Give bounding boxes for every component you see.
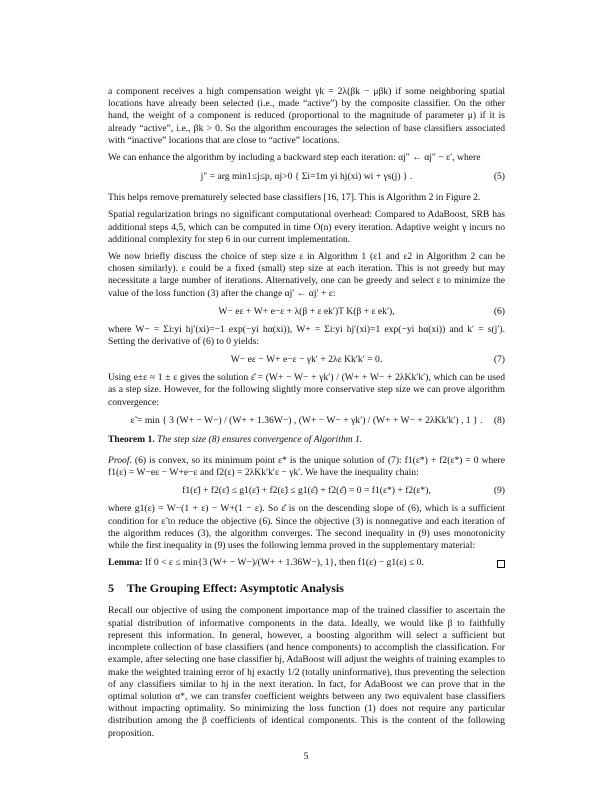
section-title: The Grouping Effect: Asymptotic Analysis xyxy=(126,581,344,596)
equation-7 xyxy=(108,353,505,367)
proof-paragraph xyxy=(108,455,505,479)
lemma-label: Lemma: xyxy=(108,557,143,569)
equation-8 xyxy=(108,414,505,428)
text-column xyxy=(108,86,505,745)
paragraph-convergence-argument: where g1(ε) = W−(1 + ε) − W+(1 − ε). So ε̂ is on the descending slope of (6), which is a sufficient condition for ε̃ to reduce the objective (6). Since the objective (3) is nonnegative and each iteration of the algorithm reduces (3), the algorithm converges. The second inequality in (9) uses monotonicity while the first inequality in (9) uses the following lemma proved in the supplementary material: xyxy=(108,503,505,552)
paragraph-backward-step: We can enhance the algorithm by including a backward step each iteration: αj″ ← αj″ − ε′, where xyxy=(108,152,481,164)
equation-8-body: ε̃ = min { 3 (W+ − W−) / (W+ + 1.36W−) , (W+ − W− + γk′) / (W+ + W− + 2λKk′k′) , 1 } . xyxy=(130,414,483,426)
equation-8-number: (8) xyxy=(493,414,505,426)
lemma-paragraph xyxy=(108,557,505,569)
paragraph-approximate-solution: Using e±ε ≈ 1 ± ε gives the solution ε̂ = (W+ − W− + γk′) / (W+ + W− + 2λKk′k′), which can be used as a step size. However, for the following slightly more conservative step size we can prove algorithm convergence: xyxy=(108,372,505,408)
paragraph-compensation-weight: a component receives a high compensation weight γk = 2λ(βk − μβk) if some neighboring spatial locations have already been selected (i.e., made “active”) by the composite classifier. On the other hand, the weight of a component is reduced (proportional to the magnitude of parameter μ) if it is already “active”, i.e., βk > 0. So the algorithm encourages the selection of base classifiers associated with “inactive” locations that are close to “active” locations. xyxy=(108,86,505,146)
theorem-text: The step size (8) ensures convergence of Algorithm 1. xyxy=(157,433,363,445)
equation-7-body: W− eε − W+ e−ε − γk′ + 2λε Kk′k′ = 0. xyxy=(230,354,383,366)
equation-6-body: W− eε + W+ e−ε + λ(β + ε ek′)T K(β + ε ek′), xyxy=(218,305,395,317)
paragraph-prematurely-selected: This helps remove prematurely selected base classifiers [16, 17]. This is Algorithm 2 in Figure 2. xyxy=(108,192,481,204)
equation-9-body: f1(ε̃) + f2(ε̃) ≤ g1(ε̃) + f2(ε̃) ≤ g1(ε̂) + f2(ε̂) = 0 = f1(ε*) + f2(ε*), xyxy=(182,485,431,497)
theorem-1 xyxy=(108,434,505,446)
theorem-label: Theorem 1. xyxy=(108,433,155,445)
equation-6 xyxy=(108,305,505,319)
paragraph-weight-definitions: where W− = Σi:yi hj′(xi)=−1 exp(−yi hα(xi)), W+ = Σi:yi hj′(xi)=1 exp(−yi hα(xi)) and k′ = s(j′). Setting the derivative of (6) to 0 yields: xyxy=(108,323,505,348)
section-heading xyxy=(108,581,505,596)
qed-box-icon xyxy=(497,560,505,568)
section-number: 5 xyxy=(108,581,114,596)
equation-5-body: j″ = arg min1≤j≤p, αj>0 { Σi=1m yi hj(xi) wi + γs(j) } . xyxy=(200,171,413,183)
equation-7-number: (7) xyxy=(493,354,505,366)
equation-5 xyxy=(108,170,505,184)
lemma-text: If 0 < ε ≤ min{3 (W+ − W−)/(W+ + 1.36W−), 1}, then f1(ε) − g1(ε) ≤ 0. xyxy=(145,557,424,569)
proof-label: Proof. xyxy=(108,455,132,467)
paragraph-grouping-effect: Recall our objective of using the component importance map of the trained classifier to ascertain the spatial distribution of informative components in the data. Ideally, we would like β to faithfully represent this information. In general, however, a boosting algorithm will select a sufficient but incomplete collection of base classifiers (and hence components) to accomplish the classification. For example, after selecting one base classifier hj, AdaBoost will adjust the weights of training examples to make the weighted training error of hj exactly 1/2 (totally uninformative), thus preventing the selection of any classifiers similar to hj in the next iteration. In fact, for AdaBoost we can prove that in the optimal solution α*, we can transfer coefficient weights between any two equivalent base classifiers without impacting optimality. So minimizing the loss function (1) does not require any particular distribution among the β coefficients of identical components. This is the content of the following proposition. xyxy=(108,605,505,739)
equation-5-number: (5) xyxy=(493,171,505,183)
paragraph-computational-overhead: Spatial regularization brings no significant computational overhead: Compared to AdaBoost, SRB has additional steps 4,5, which can be computed in time O(n) every iteration. Adaptive weight γ incurs no additional complexity for step 6 in our current implementation. xyxy=(108,209,505,245)
equation-6-number: (6) xyxy=(493,305,505,317)
proof-text: (6) is convex, so its minimum point ε* is the unique solution of (7): f1(ε*) + f2(ε*) = 0 where f1(ε) = W−eε − W+e−ε and f2(ε) = 2λKk′k′ε − γk′. We have the inequality chain: xyxy=(108,455,506,479)
equation-9-number: (9) xyxy=(493,485,505,497)
paragraph-step-size: We now briefly discuss the choice of step size ε in Algorithm 1 (ε1 and ε2 in Algorithm 2 can be chosen similarly). ε could be a fixed (small) step size at each iteration. This is not greedy but may necessitate a large number of iterations. Alternatively, one can be greedy and select ε to minimize the value of the loss function (3) after the change αj′ ← αj′ + ε: xyxy=(108,251,505,299)
equation-9 xyxy=(108,484,505,498)
page-number: 5 xyxy=(303,751,309,762)
